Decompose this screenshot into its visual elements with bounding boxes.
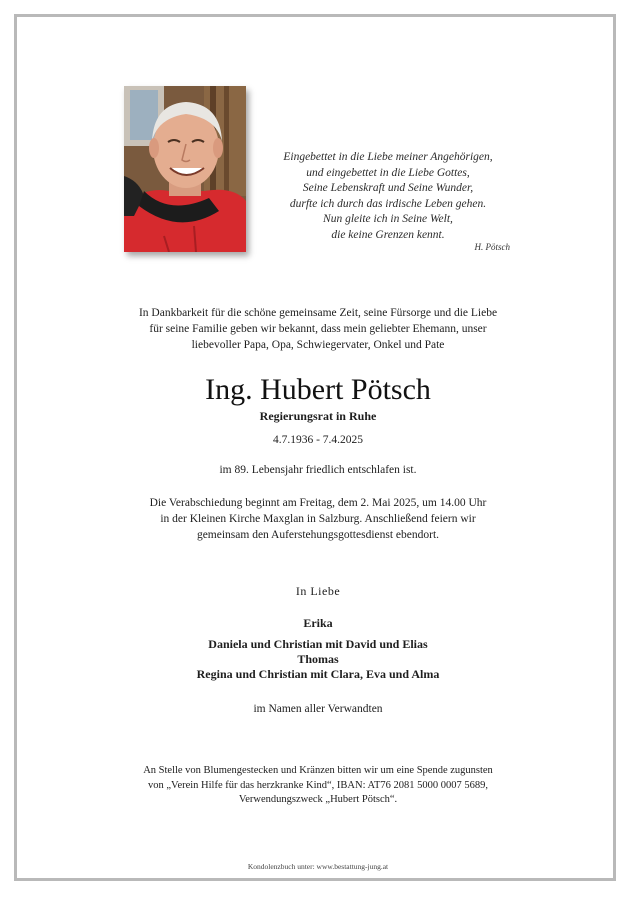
mourners-list bbox=[100, 616, 536, 682]
poem-line: Eingebettet in die Liebe meiner Angehörigen, bbox=[283, 151, 493, 163]
donation-text bbox=[80, 764, 556, 808]
in-love-heading: In Liebe bbox=[295, 584, 341, 598]
poem-signature: H. Pötsch bbox=[474, 242, 510, 252]
relatives-text: im Namen aller Verwandten bbox=[253, 703, 383, 715]
page-border bbox=[14, 14, 616, 881]
family-line: Thomas bbox=[297, 652, 339, 666]
ceremony-line: Die Verabschiedung beginnt am Freitag, dem 2. Mai 2025, um 14.00 Uhr bbox=[149, 497, 487, 509]
poem-line: und eingebettet in die Liebe Gottes, bbox=[306, 166, 470, 179]
memorial-poem bbox=[258, 150, 518, 243]
deceased-title: Regierungsrat in Ruhe bbox=[259, 409, 377, 423]
donation-line: von „Verein Hilfe für das herzkranke Kind“, IBAN: AT76 2081 5000 0007 5689, bbox=[147, 779, 488, 791]
life-dates: 4.7.1936 - 7.4.2025 bbox=[272, 434, 364, 446]
poem-line: Nun gleite ich in Seine Welt, bbox=[323, 213, 453, 225]
condolence-book-link[interactable]: Kondolenzbuch unter: www.bestattung-jung.at bbox=[247, 862, 389, 871]
poem-line: die keine Grenzen kennt. bbox=[331, 228, 445, 241]
family-line: Daniela und Christian mit David und Elias bbox=[208, 637, 428, 651]
ceremony-text bbox=[100, 495, 536, 543]
family-line: Regina und Christian mit Clara, Eva und Alma bbox=[196, 667, 440, 681]
intro-text bbox=[100, 305, 536, 353]
intro-line: liebevoller Papa, Opa, Schwiegervater, Onkel und Pate bbox=[191, 339, 445, 351]
spouse-name: Erika bbox=[303, 616, 333, 630]
intro-line: In Dankbarkeit für die schöne gemeinsame Zeit, seine Fürsorge und die Liebe bbox=[138, 307, 498, 319]
ceremony-line: in der Kleinen Kirche Maxglan in Salzburg. Anschließend feiern wir bbox=[160, 513, 476, 525]
intro-line: für seine Familie geben wir bekannt, dass mein geliebter Ehemann, unser bbox=[149, 323, 487, 335]
ceremony-line: gemeinsam den Auferstehungsgottesdienst ebendort. bbox=[196, 529, 440, 541]
poem-line: durfte ich durch das irdische Leben gehen. bbox=[289, 197, 487, 210]
poem-line: Seine Lebenskraft und Seine Wunder, bbox=[302, 182, 474, 194]
portrait-photo bbox=[124, 86, 246, 252]
donation-line: Verwendungszweck „Hubert Pötsch“. bbox=[238, 794, 398, 805]
donation-line: An Stelle von Blumengestecken und Kränzen bitten wir um eine Spende zugunsten bbox=[143, 765, 493, 776]
passing-text: im 89. Lebensjahr friedlich entschlafen ist. bbox=[219, 464, 417, 476]
deceased-name: Ing. Hubert Pötsch bbox=[205, 373, 431, 406]
